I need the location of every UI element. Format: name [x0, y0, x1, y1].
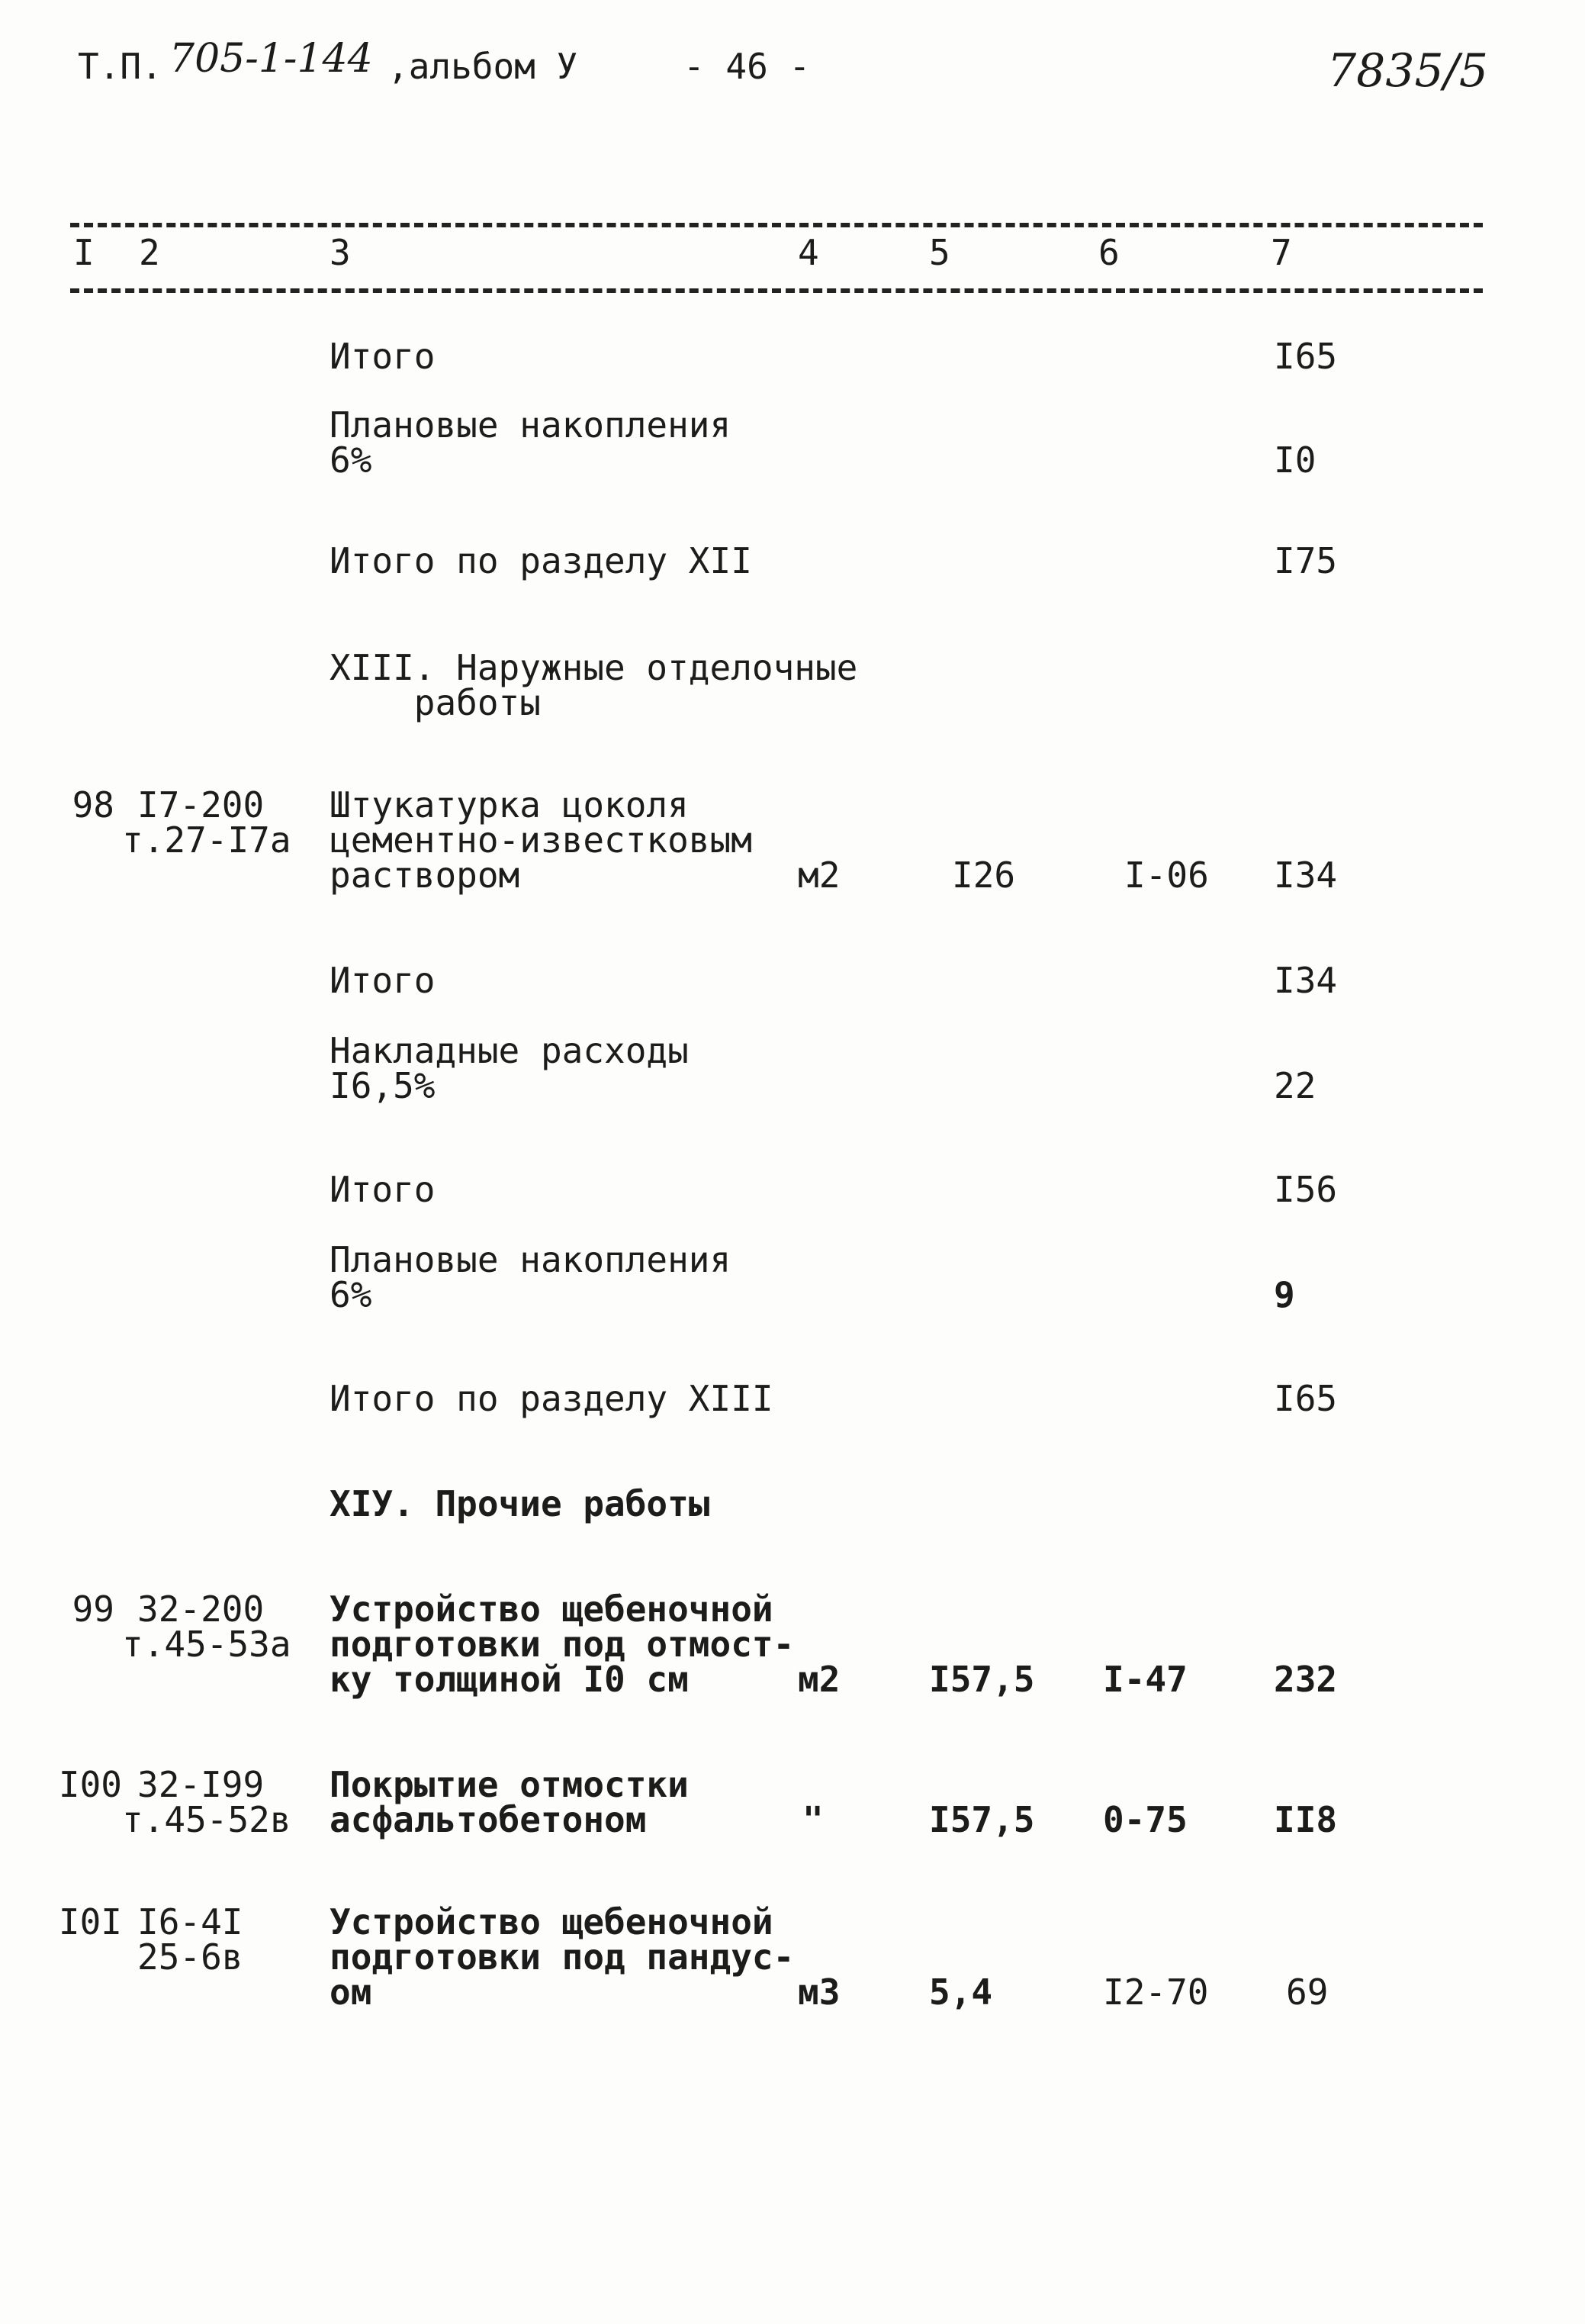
doc-prefix: Т.П. [78, 46, 162, 87]
row-desc: Итого по разделу XII [330, 540, 752, 581]
item-qty: I57,5 [929, 1659, 1035, 1700]
item-unit: м2 [798, 855, 841, 896]
page-number: - 46 - [683, 46, 811, 87]
item-desc: подготовки под пандус- [330, 1936, 795, 1978]
item-unit: м2 [798, 1659, 841, 1700]
col-header-6: 6 [1098, 232, 1120, 273]
row-desc: Накладные расходы [330, 1030, 689, 1071]
item-code: 25-6в [137, 1936, 243, 1978]
item-number: I00 [58, 1764, 122, 1805]
project-number: 705-1-144 [169, 36, 373, 82]
item-code: 32-200 [137, 1588, 265, 1630]
item-qty: I57,5 [929, 1799, 1035, 1840]
item-code: 32-I99 [137, 1764, 265, 1805]
item-desc: раствором [330, 855, 520, 896]
item-desc: Покрытие отмостки [330, 1764, 689, 1805]
item-price: I-47 [1103, 1659, 1188, 1700]
col-header-3: 3 [330, 232, 351, 273]
row-desc: Итого [330, 960, 436, 1001]
item-desc: подготовки под отмост- [330, 1624, 795, 1665]
item-unit: м3 [798, 1972, 841, 2013]
item-desc: Штукатурка цоколя [330, 784, 689, 826]
row-desc: Итого [330, 336, 436, 377]
item-unit: " [802, 1799, 824, 1840]
item-qty: I26 [952, 855, 1016, 896]
item-desc: асфальтобетоном [330, 1799, 647, 1840]
row-total: I65 [1274, 1378, 1338, 1419]
row-total: I0 [1274, 439, 1317, 481]
row-desc: Итого по разделу XIII [330, 1378, 773, 1419]
section-heading: XIУ. Прочие работы [330, 1483, 710, 1524]
row-desc: 6% [330, 439, 372, 481]
item-qty: 5,4 [929, 1972, 993, 2013]
row-total: I34 [1274, 960, 1338, 1001]
row-desc: Плановые накопления [330, 1239, 731, 1280]
col-header-1: I [73, 232, 95, 273]
col-header-7: 7 [1271, 232, 1292, 273]
item-desc: Устройство щебеночной [330, 1588, 773, 1630]
album-label: ,альбом У [387, 46, 578, 87]
row-total: I56 [1274, 1169, 1338, 1210]
row-desc: I6,5% [330, 1065, 436, 1106]
row-desc: Плановые накопления [330, 404, 731, 446]
item-number: I0I [58, 1901, 122, 1943]
row-desc: Итого [330, 1169, 436, 1210]
item-total: 232 [1274, 1659, 1338, 1700]
item-code: I7-200 [137, 784, 265, 826]
section-heading: XIII. Наружные отделочные [330, 647, 858, 688]
item-price: I2-70 [1103, 1972, 1209, 2013]
col-header-5: 5 [929, 232, 950, 273]
row-total: I75 [1274, 540, 1338, 581]
item-total: II8 [1274, 1799, 1338, 1840]
row-desc: 6% [330, 1274, 372, 1315]
row-total: 9 [1274, 1274, 1295, 1315]
item-desc: ом [330, 1972, 372, 2013]
col-header-4: 4 [798, 232, 819, 273]
item-code: т.27-I7а [122, 819, 291, 861]
item-code: I6-4I [137, 1901, 243, 1943]
item-number: 99 [72, 1588, 114, 1630]
row-total: I65 [1274, 336, 1338, 377]
item-desc: ку толщиной I0 см [330, 1659, 689, 1700]
archive-number: 7835/5 [1327, 44, 1489, 98]
item-total: I34 [1274, 855, 1338, 896]
item-desc: Устройство щебеночной [330, 1901, 773, 1943]
col-header-2: 2 [139, 232, 160, 273]
section-heading: работы [330, 682, 541, 723]
item-price: I-06 [1124, 855, 1209, 896]
header-rule-bottom [70, 288, 1483, 293]
item-desc: цементно-известковым [330, 819, 752, 861]
item-total: 69 [1286, 1972, 1329, 2013]
item-code: т.45-53а [122, 1624, 291, 1665]
item-number: 98 [72, 784, 114, 826]
row-total: 22 [1274, 1065, 1317, 1106]
item-price: 0-75 [1103, 1799, 1188, 1840]
item-code: т.45-52в [122, 1799, 291, 1840]
header-rule-top [70, 223, 1483, 227]
